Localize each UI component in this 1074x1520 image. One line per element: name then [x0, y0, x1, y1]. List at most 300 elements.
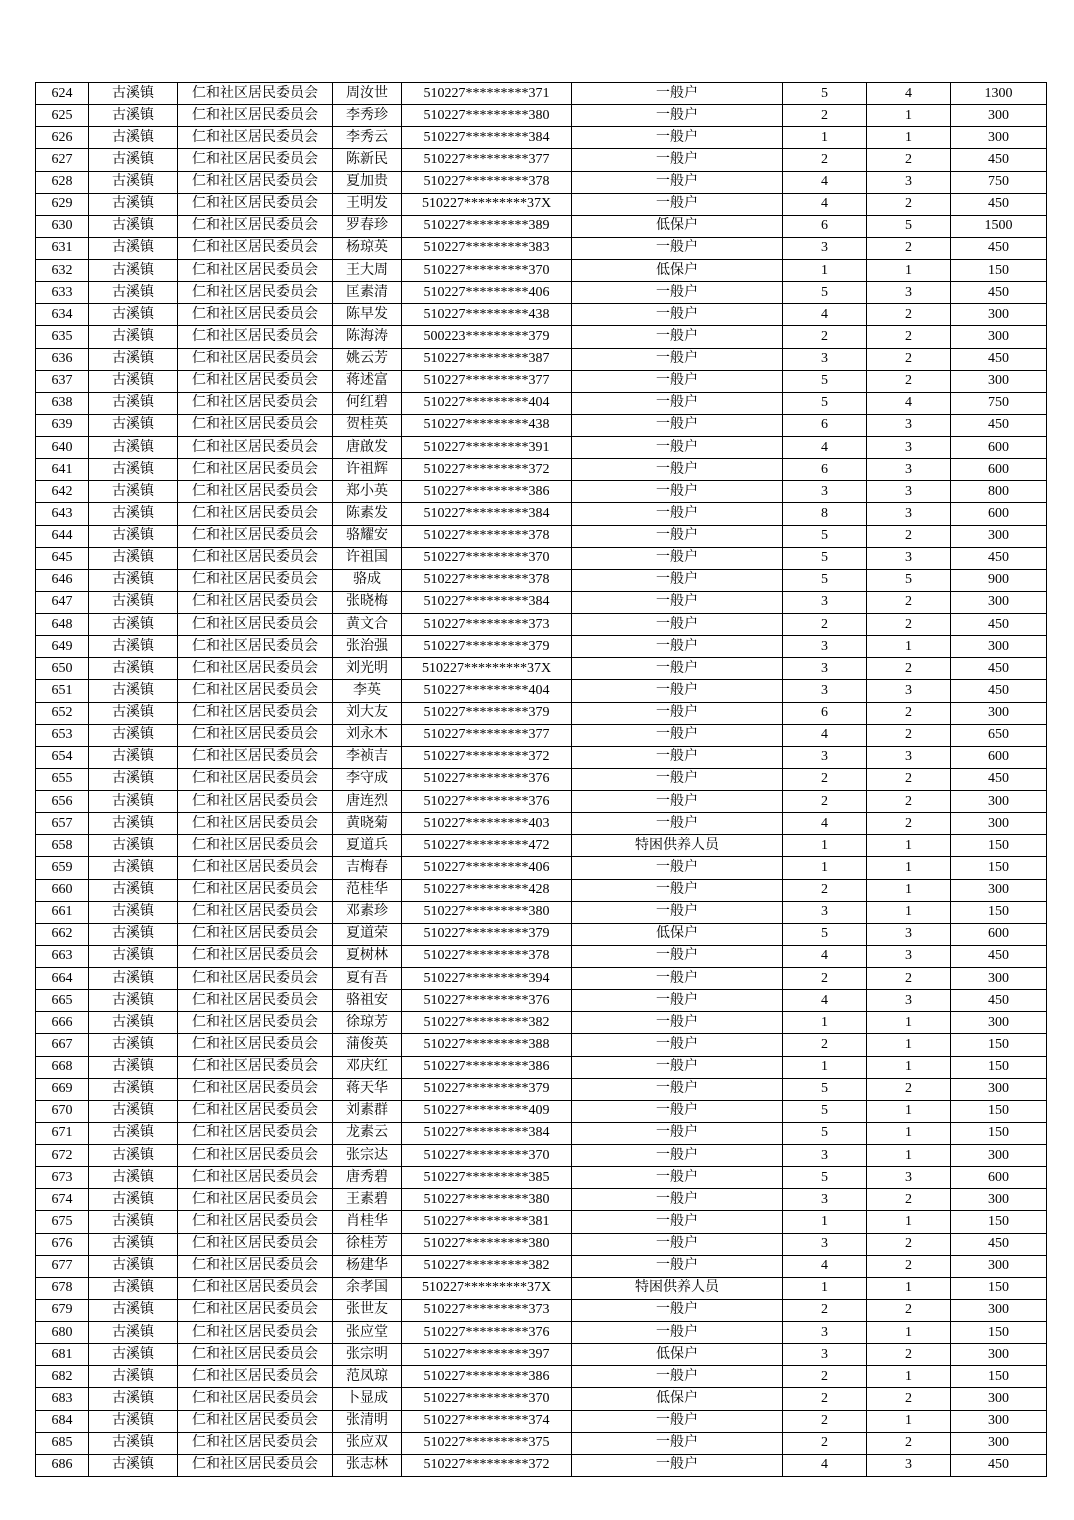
row-number-cell: 666 [36, 1012, 89, 1034]
id-number-cell: 510227*********404 [402, 392, 572, 414]
subsidy-count-cell: 2 [867, 1189, 951, 1211]
name-cell: 卜显成 [333, 1388, 402, 1410]
amount-cell: 450 [951, 282, 1047, 304]
household-type-cell: 一般户 [572, 193, 783, 215]
town-cell: 古溪镇 [89, 1388, 178, 1410]
name-cell: 龙素云 [333, 1122, 402, 1144]
name-cell: 夏道兵 [333, 835, 402, 857]
town-cell: 古溪镇 [89, 945, 178, 967]
household-size-cell: 5 [783, 370, 867, 392]
subsidy-count-cell: 1 [867, 1100, 951, 1122]
table-row [36, 1255, 1047, 1277]
community-cell: 仁和社区居民委员会 [178, 1255, 333, 1277]
community-cell: 仁和社区居民委员会 [178, 1056, 333, 1078]
amount-cell: 600 [951, 1167, 1047, 1189]
subsidy-count-cell: 2 [867, 968, 951, 990]
household-size-cell: 3 [783, 591, 867, 613]
town-cell: 古溪镇 [89, 1366, 178, 1388]
household-size-cell: 5 [783, 1167, 867, 1189]
community-cell: 仁和社区居民委员会 [178, 193, 333, 215]
subsidy-count-cell: 3 [867, 1167, 951, 1189]
table-row [36, 193, 1047, 215]
table-row [36, 1432, 1047, 1454]
household-size-cell: 3 [783, 481, 867, 503]
row-number-cell: 651 [36, 680, 89, 702]
id-number-cell: 510227*********37X [402, 193, 572, 215]
household-size-cell: 5 [783, 1122, 867, 1144]
id-number-cell: 510227*********370 [402, 1145, 572, 1167]
subsidy-count-cell: 2 [867, 304, 951, 326]
name-cell: 蒲俊英 [333, 1034, 402, 1056]
id-number-cell: 510227*********380 [402, 901, 572, 923]
town-cell: 古溪镇 [89, 968, 178, 990]
table-row [36, 237, 1047, 259]
household-type-cell: 一般户 [572, 1322, 783, 1344]
amount-cell: 1300 [951, 83, 1047, 105]
subsidy-count-cell: 1 [867, 857, 951, 879]
town-cell: 古溪镇 [89, 547, 178, 569]
row-number-cell: 644 [36, 525, 89, 547]
row-number-cell: 659 [36, 857, 89, 879]
name-cell: 蒋天华 [333, 1078, 402, 1100]
amount-cell: 450 [951, 680, 1047, 702]
table-row [36, 702, 1047, 724]
table-row [36, 348, 1047, 370]
id-number-cell: 510227*********428 [402, 879, 572, 901]
household-type-cell: 低保户 [572, 260, 783, 282]
row-number-cell: 653 [36, 724, 89, 746]
town-cell: 古溪镇 [89, 1410, 178, 1432]
household-size-cell: 1 [783, 1211, 867, 1233]
amount-cell: 150 [951, 1100, 1047, 1122]
household-size-cell: 5 [783, 83, 867, 105]
table-row [36, 813, 1047, 835]
amount-cell: 300 [951, 1432, 1047, 1454]
id-number-cell: 510227*********394 [402, 968, 572, 990]
amount-cell: 750 [951, 171, 1047, 193]
household-type-cell: 一般户 [572, 437, 783, 459]
name-cell: 张世友 [333, 1299, 402, 1321]
household-size-cell: 5 [783, 525, 867, 547]
amount-cell: 300 [951, 591, 1047, 613]
amount-cell: 300 [951, 105, 1047, 127]
community-cell: 仁和社区居民委员会 [178, 326, 333, 348]
household-type-cell: 一般户 [572, 1366, 783, 1388]
name-cell: 张晓梅 [333, 591, 402, 613]
household-size-cell: 6 [783, 459, 867, 481]
town-cell: 古溪镇 [89, 193, 178, 215]
subsidy-count-cell: 2 [867, 1344, 951, 1366]
id-number-cell: 510227*********374 [402, 1410, 572, 1432]
id-number-cell: 510227*********382 [402, 1012, 572, 1034]
id-number-cell: 510227*********378 [402, 945, 572, 967]
table-row [36, 215, 1047, 237]
table-row [36, 879, 1047, 901]
subsidy-count-cell: 2 [867, 370, 951, 392]
household-size-cell: 2 [783, 768, 867, 790]
table-row [36, 1366, 1047, 1388]
community-cell: 仁和社区居民委员会 [178, 215, 333, 237]
household-size-cell: 3 [783, 1189, 867, 1211]
name-cell: 徐桂芳 [333, 1233, 402, 1255]
table-row [36, 503, 1047, 525]
household-size-cell: 4 [783, 990, 867, 1012]
subsidy-count-cell: 1 [867, 1034, 951, 1056]
name-cell: 吉梅春 [333, 857, 402, 879]
subsidy-count-cell: 3 [867, 990, 951, 1012]
id-number-cell: 510227*********379 [402, 702, 572, 724]
row-number-cell: 650 [36, 658, 89, 680]
town-cell: 古溪镇 [89, 171, 178, 193]
row-number-cell: 632 [36, 260, 89, 282]
table-row [36, 614, 1047, 636]
table-row [36, 1034, 1047, 1056]
subsidy-count-cell: 2 [867, 724, 951, 746]
id-number-cell: 510227*********438 [402, 414, 572, 436]
subsidy-count-cell: 1 [867, 835, 951, 857]
id-number-cell: 510227*********37X [402, 1277, 572, 1299]
row-number-cell: 660 [36, 879, 89, 901]
id-number-cell: 510227*********375 [402, 1432, 572, 1454]
community-cell: 仁和社区居民委员会 [178, 746, 333, 768]
town-cell: 古溪镇 [89, 503, 178, 525]
name-cell: 张清明 [333, 1410, 402, 1432]
subsidy-count-cell: 2 [867, 193, 951, 215]
row-number-cell: 647 [36, 591, 89, 613]
household-type-cell: 一般户 [572, 1122, 783, 1144]
household-type-cell: 一般户 [572, 1299, 783, 1321]
name-cell: 许祖辉 [333, 459, 402, 481]
household-size-cell: 2 [783, 326, 867, 348]
name-cell: 罗春珍 [333, 215, 402, 237]
household-size-cell: 1 [783, 857, 867, 879]
table-row [36, 149, 1047, 171]
row-number-cell: 627 [36, 149, 89, 171]
name-cell: 徐琼芳 [333, 1012, 402, 1034]
household-size-cell: 3 [783, 348, 867, 370]
household-type-cell: 一般户 [572, 1034, 783, 1056]
table-row [36, 990, 1047, 1012]
household-type-cell: 一般户 [572, 127, 783, 149]
community-cell: 仁和社区居民委员会 [178, 1100, 333, 1122]
table-row [36, 1012, 1047, 1034]
table-row [36, 127, 1047, 149]
name-cell: 杨琼英 [333, 237, 402, 259]
community-cell: 仁和社区居民委员会 [178, 547, 333, 569]
community-cell: 仁和社区居民委员会 [178, 503, 333, 525]
name-cell: 陈海涛 [333, 326, 402, 348]
row-number-cell: 672 [36, 1145, 89, 1167]
row-number-cell: 684 [36, 1410, 89, 1432]
amount-cell: 150 [951, 1211, 1047, 1233]
name-cell: 匡素清 [333, 282, 402, 304]
household-type-cell: 一般户 [572, 968, 783, 990]
household-type-cell: 一般户 [572, 1432, 783, 1454]
name-cell: 张宗明 [333, 1344, 402, 1366]
household-type-cell: 一般户 [572, 1211, 783, 1233]
row-number-cell: 664 [36, 968, 89, 990]
row-number-cell: 631 [36, 237, 89, 259]
household-type-cell: 特困供养人员 [572, 1277, 783, 1299]
amount-cell: 750 [951, 392, 1047, 414]
name-cell: 王明发 [333, 193, 402, 215]
town-cell: 古溪镇 [89, 1145, 178, 1167]
community-cell: 仁和社区居民委员会 [178, 392, 333, 414]
household-size-cell: 2 [783, 1366, 867, 1388]
table-row [36, 370, 1047, 392]
household-size-cell: 4 [783, 304, 867, 326]
amount-cell: 300 [951, 525, 1047, 547]
amount-cell: 900 [951, 569, 1047, 591]
town-cell: 古溪镇 [89, 437, 178, 459]
row-number-cell: 648 [36, 614, 89, 636]
town-cell: 古溪镇 [89, 1432, 178, 1454]
town-cell: 古溪镇 [89, 1344, 178, 1366]
household-type-cell: 一般户 [572, 791, 783, 813]
amount-cell: 300 [951, 702, 1047, 724]
household-type-cell: 一般户 [572, 879, 783, 901]
community-cell: 仁和社区居民委员会 [178, 83, 333, 105]
household-size-cell: 3 [783, 1322, 867, 1344]
row-number-cell: 625 [36, 105, 89, 127]
household-type-cell: 一般户 [572, 414, 783, 436]
town-cell: 古溪镇 [89, 348, 178, 370]
id-number-cell: 510227*********379 [402, 1078, 572, 1100]
town-cell: 古溪镇 [89, 746, 178, 768]
name-cell: 刘素群 [333, 1100, 402, 1122]
row-number-cell: 640 [36, 437, 89, 459]
town-cell: 古溪镇 [89, 304, 178, 326]
community-cell: 仁和社区居民委员会 [178, 370, 333, 392]
town-cell: 古溪镇 [89, 813, 178, 835]
community-cell: 仁和社区居民委员会 [178, 636, 333, 658]
household-type-cell: 一般户 [572, 768, 783, 790]
table-row [36, 1322, 1047, 1344]
household-type-cell: 一般户 [572, 525, 783, 547]
name-cell: 黄晓菊 [333, 813, 402, 835]
subsidy-count-cell: 2 [867, 1432, 951, 1454]
id-number-cell: 510227*********387 [402, 348, 572, 370]
amount-cell: 450 [951, 614, 1047, 636]
household-type-cell: 一般户 [572, 857, 783, 879]
household-type-cell: 一般户 [572, 614, 783, 636]
row-number-cell: 663 [36, 945, 89, 967]
household-type-cell: 一般户 [572, 680, 783, 702]
household-type-cell: 一般户 [572, 348, 783, 370]
name-cell: 唐啟发 [333, 437, 402, 459]
household-size-cell: 5 [783, 1078, 867, 1100]
id-number-cell: 510227*********372 [402, 746, 572, 768]
row-number-cell: 681 [36, 1344, 89, 1366]
subsidy-count-cell: 1 [867, 1366, 951, 1388]
name-cell: 范桂华 [333, 879, 402, 901]
community-cell: 仁和社区居民委员会 [178, 724, 333, 746]
amount-cell: 300 [951, 1078, 1047, 1100]
household-type-cell: 一般户 [572, 901, 783, 923]
household-size-cell: 4 [783, 1454, 867, 1476]
table-body [36, 83, 1047, 1477]
community-cell: 仁和社区居民委员会 [178, 237, 333, 259]
id-number-cell: 510227*********378 [402, 171, 572, 193]
household-type-cell: 低保户 [572, 1344, 783, 1366]
subsidy-count-cell: 2 [867, 791, 951, 813]
amount-cell: 300 [951, 304, 1047, 326]
town-cell: 古溪镇 [89, 215, 178, 237]
id-number-cell: 510227*********377 [402, 370, 572, 392]
household-type-cell: 一般户 [572, 636, 783, 658]
household-type-cell: 一般户 [572, 304, 783, 326]
subsidy-count-cell: 4 [867, 392, 951, 414]
household-type-cell: 一般户 [572, 1454, 783, 1476]
name-cell: 何红碧 [333, 392, 402, 414]
town-cell: 古溪镇 [89, 1189, 178, 1211]
household-size-cell: 3 [783, 1145, 867, 1167]
id-number-cell: 510227*********377 [402, 149, 572, 171]
row-number-cell: 655 [36, 768, 89, 790]
town-cell: 古溪镇 [89, 1233, 178, 1255]
table-row [36, 923, 1047, 945]
id-number-cell: 510227*********403 [402, 813, 572, 835]
community-cell: 仁和社区居民委员会 [178, 1344, 333, 1366]
household-size-cell: 3 [783, 746, 867, 768]
id-number-cell: 510227*********391 [402, 437, 572, 459]
amount-cell: 1500 [951, 215, 1047, 237]
community-cell: 仁和社区居民委员会 [178, 1454, 333, 1476]
table-row [36, 1454, 1047, 1476]
row-number-cell: 624 [36, 83, 89, 105]
row-number-cell: 662 [36, 923, 89, 945]
town-cell: 古溪镇 [89, 1322, 178, 1344]
id-number-cell: 510227*********378 [402, 569, 572, 591]
household-type-cell: 低保户 [572, 215, 783, 237]
household-type-cell: 一般户 [572, 1233, 783, 1255]
name-cell: 夏有吾 [333, 968, 402, 990]
subsidy-count-cell: 1 [867, 127, 951, 149]
amount-cell: 300 [951, 791, 1047, 813]
amount-cell: 300 [951, 370, 1047, 392]
town-cell: 古溪镇 [89, 1167, 178, 1189]
household-size-cell: 1 [783, 127, 867, 149]
name-cell: 张应双 [333, 1432, 402, 1454]
subsidy-count-cell: 3 [867, 547, 951, 569]
household-size-cell: 3 [783, 658, 867, 680]
subsidy-count-cell: 1 [867, 1322, 951, 1344]
name-cell: 姚云芳 [333, 348, 402, 370]
subsidy-count-cell: 1 [867, 1056, 951, 1078]
name-cell: 郑小英 [333, 481, 402, 503]
subsidy-count-cell: 3 [867, 481, 951, 503]
row-number-cell: 682 [36, 1366, 89, 1388]
amount-cell: 300 [951, 326, 1047, 348]
household-size-cell: 1 [783, 1277, 867, 1299]
community-cell: 仁和社区居民委员会 [178, 945, 333, 967]
household-size-cell: 5 [783, 569, 867, 591]
id-number-cell: 510227*********384 [402, 503, 572, 525]
table-row [36, 1299, 1047, 1321]
amount-cell: 650 [951, 724, 1047, 746]
row-number-cell: 658 [36, 835, 89, 857]
household-type-cell: 一般户 [572, 171, 783, 193]
household-size-cell: 2 [783, 1432, 867, 1454]
subsidy-count-cell: 3 [867, 945, 951, 967]
subsidy-count-cell: 3 [867, 503, 951, 525]
subsidy-count-cell: 2 [867, 658, 951, 680]
amount-cell: 300 [951, 1145, 1047, 1167]
community-cell: 仁和社区居民委员会 [178, 1366, 333, 1388]
household-size-cell: 3 [783, 636, 867, 658]
name-cell: 杨建华 [333, 1255, 402, 1277]
amount-cell: 450 [951, 237, 1047, 259]
amount-cell: 600 [951, 746, 1047, 768]
id-number-cell: 510227*********370 [402, 260, 572, 282]
community-cell: 仁和社区居民委员会 [178, 260, 333, 282]
household-type-cell: 一般户 [572, 1255, 783, 1277]
town-cell: 古溪镇 [89, 1056, 178, 1078]
household-size-cell: 2 [783, 879, 867, 901]
household-size-cell: 3 [783, 1344, 867, 1366]
name-cell: 夏加贵 [333, 171, 402, 193]
household-type-cell: 一般户 [572, 1410, 783, 1432]
row-number-cell: 645 [36, 547, 89, 569]
household-size-cell: 3 [783, 680, 867, 702]
community-cell: 仁和社区居民委员会 [178, 1277, 333, 1299]
amount-cell: 800 [951, 481, 1047, 503]
community-cell: 仁和社区居民委员会 [178, 702, 333, 724]
town-cell: 古溪镇 [89, 392, 178, 414]
household-type-cell: 低保户 [572, 1388, 783, 1410]
name-cell: 骆成 [333, 569, 402, 591]
id-number-cell: 510227*********376 [402, 1322, 572, 1344]
household-type-cell: 一般户 [572, 149, 783, 171]
amount-cell: 300 [951, 1344, 1047, 1366]
table-row [36, 680, 1047, 702]
table-row [36, 1056, 1047, 1078]
household-size-cell: 2 [783, 1410, 867, 1432]
id-number-cell: 510227*********386 [402, 481, 572, 503]
town-cell: 古溪镇 [89, 282, 178, 304]
row-number-cell: 635 [36, 326, 89, 348]
community-cell: 仁和社区居民委员会 [178, 525, 333, 547]
community-cell: 仁和社区居民委员会 [178, 923, 333, 945]
name-cell: 陈早发 [333, 304, 402, 326]
subsidy-count-cell: 2 [867, 1299, 951, 1321]
name-cell: 肖桂华 [333, 1211, 402, 1233]
amount-cell: 450 [951, 193, 1047, 215]
community-cell: 仁和社区居民委员会 [178, 1167, 333, 1189]
name-cell: 邓素珍 [333, 901, 402, 923]
town-cell: 古溪镇 [89, 591, 178, 613]
town-cell: 古溪镇 [89, 614, 178, 636]
household-size-cell: 5 [783, 282, 867, 304]
household-size-cell: 1 [783, 1056, 867, 1078]
amount-cell: 600 [951, 503, 1047, 525]
row-number-cell: 667 [36, 1034, 89, 1056]
row-number-cell: 629 [36, 193, 89, 215]
community-cell: 仁和社区居民委员会 [178, 1233, 333, 1255]
row-number-cell: 685 [36, 1432, 89, 1454]
row-number-cell: 639 [36, 414, 89, 436]
amount-cell: 450 [951, 990, 1047, 1012]
name-cell: 唐秀碧 [333, 1167, 402, 1189]
subsidy-count-cell: 3 [867, 171, 951, 193]
row-number-cell: 661 [36, 901, 89, 923]
row-number-cell: 642 [36, 481, 89, 503]
name-cell: 张应堂 [333, 1322, 402, 1344]
subsidy-count-cell: 2 [867, 591, 951, 613]
table-row [36, 835, 1047, 857]
amount-cell: 300 [951, 968, 1047, 990]
household-size-cell: 4 [783, 193, 867, 215]
